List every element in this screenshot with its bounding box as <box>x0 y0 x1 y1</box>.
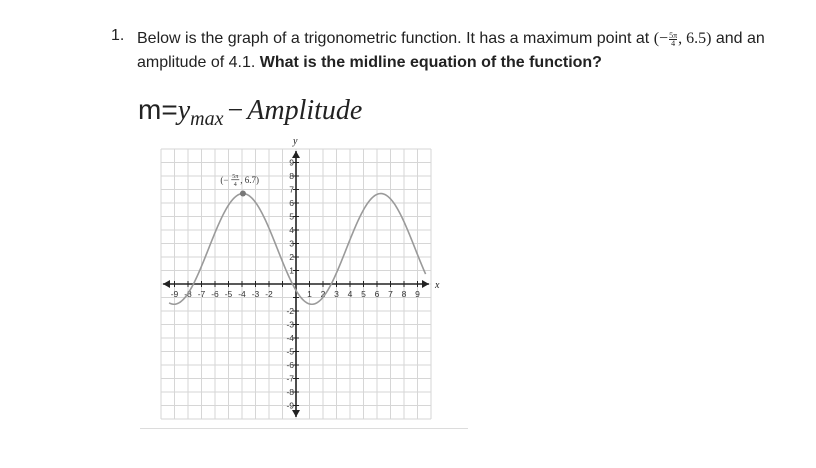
max-point: (− $\frac{5\pi}{4}$ , 6.5) <box>653 30 712 48</box>
y-tick-label: -4 <box>286 333 294 343</box>
x-tick-label: 5 <box>361 289 366 299</box>
x-tick-label: 2 <box>320 289 326 299</box>
x-tick-label: -9 <box>170 289 179 299</box>
x-tick-label: -8 <box>184 289 192 299</box>
max-point-marker <box>240 191 246 197</box>
y-tick-label: 5 <box>289 211 294 222</box>
x-tick-label: 6 <box>374 289 380 299</box>
y-tick-label: 9 <box>289 157 294 168</box>
y-tick-label: 4 <box>289 225 294 235</box>
x-tick-label: -4 <box>238 289 246 299</box>
y-tick-label: 2 <box>289 252 294 262</box>
y-tick-label: 3 <box>289 238 294 249</box>
y-tick-label: -8 <box>286 387 294 397</box>
x-tick-label: -7 <box>197 289 206 299</box>
point-label-prefix: (− <box>220 174 229 185</box>
question-number: 1. <box>111 27 125 44</box>
y-tick-label: -3 <box>286 319 294 330</box>
question-text <box>137 27 787 75</box>
sinusoid-graph <box>150 138 460 428</box>
max-point-label <box>220 174 259 188</box>
sinusoid-curve <box>169 194 426 305</box>
y-tick-label: -7 <box>286 373 294 384</box>
point-label-denominator: 4 <box>233 181 237 188</box>
y-tick-label: 1 <box>289 265 294 276</box>
x-tick-label: 3 <box>334 289 339 299</box>
y-tick-label: -9 <box>286 400 294 411</box>
x-axis-arrow-right <box>422 280 429 288</box>
max-point-fraction: $\frac{5\pi}{4}$ <box>669 30 678 48</box>
y-tick-label: -5 <box>286 346 294 357</box>
midline-formula <box>138 94 362 131</box>
point-label-suffix: , 6.7) <box>240 174 259 185</box>
question-text-part1: Below is the graph of a trigonometric function. It has a maximum point at <box>137 30 654 47</box>
formula-lhs: m= <box>138 94 178 125</box>
x-tick-label: 8 <box>401 289 407 299</box>
y-tick-label: 6 <box>289 198 294 208</box>
y-tick-label: -2 <box>286 306 294 316</box>
x-tick-label: -3 <box>251 289 260 299</box>
x-tick-label: -2 <box>265 289 273 299</box>
formula-minus: − <box>227 95 244 126</box>
formula-subscript: max <box>190 108 224 130</box>
formula-rhs: Amplitude <box>247 95 363 126</box>
divider <box>140 428 468 429</box>
y-axis-arrow-down <box>292 410 300 417</box>
x-tick-label: 7 <box>388 289 393 299</box>
formula-y: y <box>177 95 191 126</box>
x-tick-label: 9 <box>415 289 420 299</box>
point-label-numerator: 5π <box>232 173 239 180</box>
question-prompt: What is the midline equation of the function? <box>259 54 602 71</box>
y-tick-label: 7 <box>289 184 294 195</box>
x-tick-label: 1 <box>307 289 312 299</box>
x-axis-label: x <box>435 280 440 291</box>
x-axis-arrow-left <box>163 280 170 288</box>
question-text-part2: and an amplitude of 4.1. <box>137 30 765 71</box>
y-axis-label: y <box>293 138 298 147</box>
y-tick-label: 8 <box>289 171 294 181</box>
x-tick-label: -6 <box>211 289 219 299</box>
x-tick-label: 4 <box>347 289 353 299</box>
x-tick-label: -5 <box>224 289 233 299</box>
y-tick-label: -6 <box>286 360 294 370</box>
